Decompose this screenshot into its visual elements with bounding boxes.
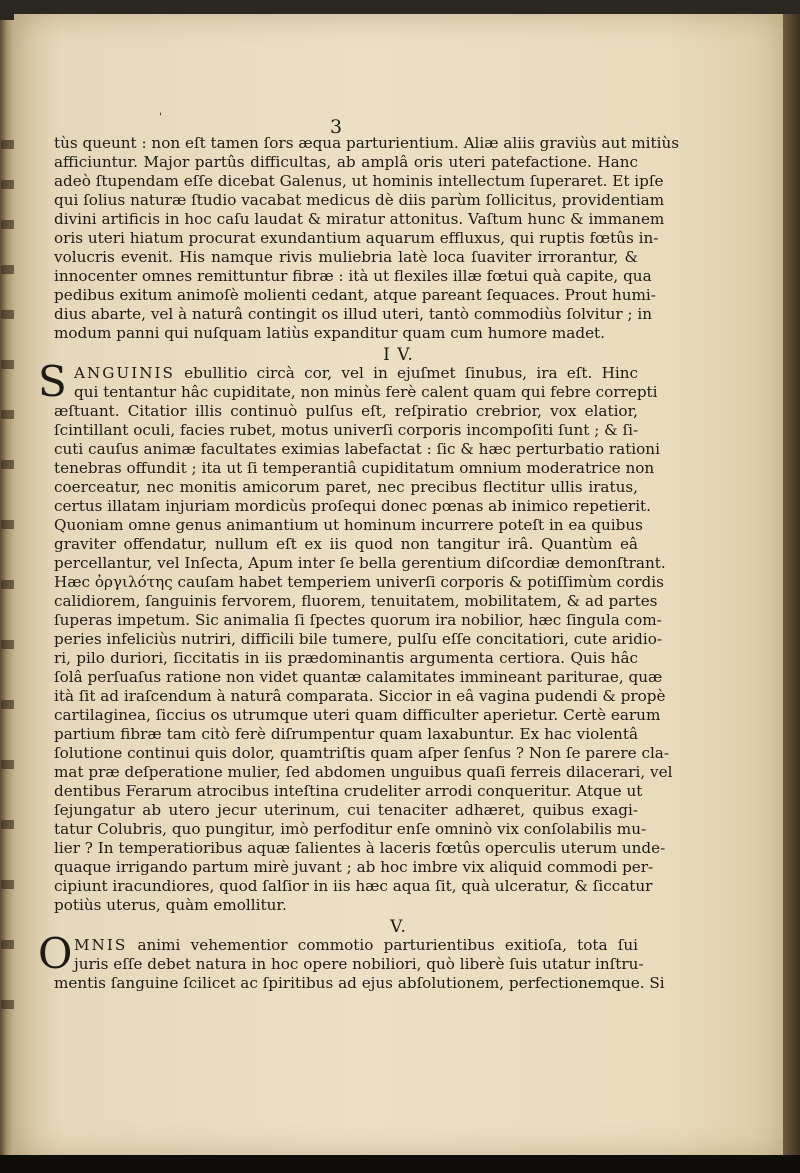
bottom-dark-border — [0, 1155, 800, 1173]
text-line: qui ſolius naturæ ſtudio vacabat medicus dè diis parùm ſollicitus, providentiam — [54, 191, 665, 209]
text-line: pedibus exitum animoſè molienti cedant, atque pareant ſequaces. Prout humi- — [54, 286, 656, 304]
text-line: ſcintillant oculi, facies rubet, motus univerſi corporis incompoſiti ſunt ; & ſi- — [54, 421, 639, 439]
text-line: peries infeliciùs nutriri, difficili bile tumere, pulſu eſſe concitatiori, cute aridio- — [54, 630, 662, 648]
text-line: graviter offendatur, nullum eſt ex iis quod non tangitur irâ. Quantùm eâ — [54, 535, 638, 553]
text-line: Hæc ὀργιλότης cauſam habet temperiem univerſi corporis & potiſſimùm cordis — [54, 573, 664, 591]
text-line: juris eſſe debet natura in hoc opere nobiliori, quò liberè ſuis utatur inſtru- — [74, 955, 644, 973]
text-line: ri, pilo duriori, ſiccitatis in iis prædominantis argumenta certiora. Quis hâc — [54, 649, 638, 667]
text-line: dius abarte, vel à naturâ contingit os illud uteri, tantò commodiùs ſolvitur ; in — [54, 305, 653, 323]
book-page — [14, 14, 783, 1157]
text-line: Quoniam omne genus animantium ut hominum incurrere poteſt in ea quibus — [54, 516, 643, 534]
text-line: oris uteri hiatum procurat exundantium aquarum effluxus, qui ruptis fœtûs in- — [54, 229, 659, 247]
text-line: certus illatam injuriam mordicùs proſequi donec pœnas ab inimico repetierit. — [54, 497, 651, 515]
text-line: calidiorem, ſanguinis fervorem, fluorem, tenuitatem, mobilitatem, & ad partes — [54, 592, 658, 610]
page-number: 3 — [329, 116, 343, 138]
text-line: ſuperas impetum. Sic animalia ſi ſpectes quorum ira nobilior, hæc ſingula com- — [54, 611, 662, 629]
text-line: ſolâ perſuaſus ratione non videt quantæ calamitates immineant pariturae, quæ — [54, 668, 663, 686]
text-line: mentis ſanguine ſcilicet ac ſpiritibus ad ejus abſolutionem, perfectionemque. Si — [54, 974, 665, 992]
text-line: percellantur, vel Inſecta, Apum inter ſe bella gerentium diſcordiæ demonſtrant. — [54, 554, 666, 572]
first-word-caps: ANGUINIS — [74, 364, 175, 382]
text-line: tenebras offundit ; ita ut ſi temperantiâ cupiditatum omnium moderatrice non — [54, 459, 655, 477]
text-line: ſejungatur ab utero jecur uterinum, cui tenaciter adhæret, quibus exagi- — [54, 801, 638, 819]
text-line: dentibus Ferarum atrocibus inteſtina crudeliter arrodi conqueritur. Atque ut — [54, 782, 643, 800]
text-line: innocenter omnes remittuntur fibræ : ità ut flexiles illæ fœtui quà capite, qua — [54, 267, 652, 285]
text-line — [74, 364, 638, 383]
text-line: ſolutione continui quis dolor, quamtriſtis quam aſper ſenſus ? Non ſe parere cla- — [54, 744, 669, 762]
text-line: lier ? In temperatioribus aquæ ſalientes à laceris fœtûs operculis uterum unde- — [54, 839, 666, 857]
text-line: qui tentantur hâc cupiditate, non minùs ferè calent quam qui febre correpti — [74, 383, 658, 401]
text-line-rest: animi vehementior commotio parturientibus exitioſa, tota ſui — [127, 936, 638, 954]
text-line: coerceatur, nec monitis amicorum paret, nec precibus flectitur ullis iratus, — [54, 478, 638, 496]
text-line: quaque irrigando partum mirè juvant ; ab hoc imbre vix aliquid commodi per- — [54, 858, 654, 876]
text-line: volucris evenit. His namque rivis muliebria latè loca ſuaviter irrorantur, & — [54, 248, 638, 266]
drop-cap-s: S — [38, 357, 67, 406]
section-heading-v: V. — [390, 917, 407, 937]
text-line: tatur Colubris, quo pungitur, imò perfoditur enſe omninò vix conſolabilis mu- — [54, 820, 647, 838]
text-line: ità ſit ad iraſcendum à naturâ comparata. Siccior in eâ vagina pudendi & propè — [54, 687, 666, 705]
text-line: tùs queunt : non eſt tamen ſors æqua parturientium. Aliæ aliis graviùs aut mitiùs — [54, 134, 680, 152]
text-line-rest: ebullitio circà cor, vel in ejuſmet ſinubus, ira eſt. Hinc — [174, 364, 638, 382]
text-line: partium fibræ tam citò ferè diſrumpentur quam laxabuntur. Ex hac violentâ — [54, 725, 638, 743]
text-line: divini artificis in hoc caſu laudat & miratur attonitus. Vaſtum hunc & immanem — [54, 210, 665, 228]
drop-cap-o: O — [38, 929, 73, 978]
text-line: afficiuntur. Major partûs difficultas, ab amplâ oris uteri patefactione. Hanc — [54, 153, 638, 171]
text-line: potiùs uterus, quàm emollitur. — [54, 896, 287, 914]
text-line: mat præ deſperatione mulier, ſed abdomen unguibus quaſi ferreis dilacerari, vel — [54, 763, 673, 781]
text-line: modum panni qui nuſquam latiùs expanditur quam cum humore madet. — [54, 324, 605, 342]
text-line: cartilaginea, ſiccius os utrumque uteri quam difficulter aperietur. Certè earum — [54, 706, 661, 724]
page-right-edge — [783, 14, 800, 1157]
text-line: æſtuant. Citatior illis continuò pulſus eſt, reſpiratio crebrior, vox elatior, — [54, 402, 638, 420]
section-heading-iv: I V. — [383, 345, 414, 365]
text-line: cipiunt iracundiores, quod ſalſior in iis hæc aqua ſit, quà ulceratur, & ſiccatur — [54, 877, 653, 895]
first-word-caps: MNIS — [74, 936, 128, 954]
text-line — [74, 936, 638, 955]
text-line: adeò ſtupendam eſſe dicebat Galenus, ut hominis intellectum ſuperaret. Et ipſe — [54, 172, 664, 190]
printer-mark: ' — [159, 112, 162, 123]
text-line: cuti cauſus animæ facultates eximias labefactat : ſic & hæc perturbatio rationi — [54, 440, 660, 458]
